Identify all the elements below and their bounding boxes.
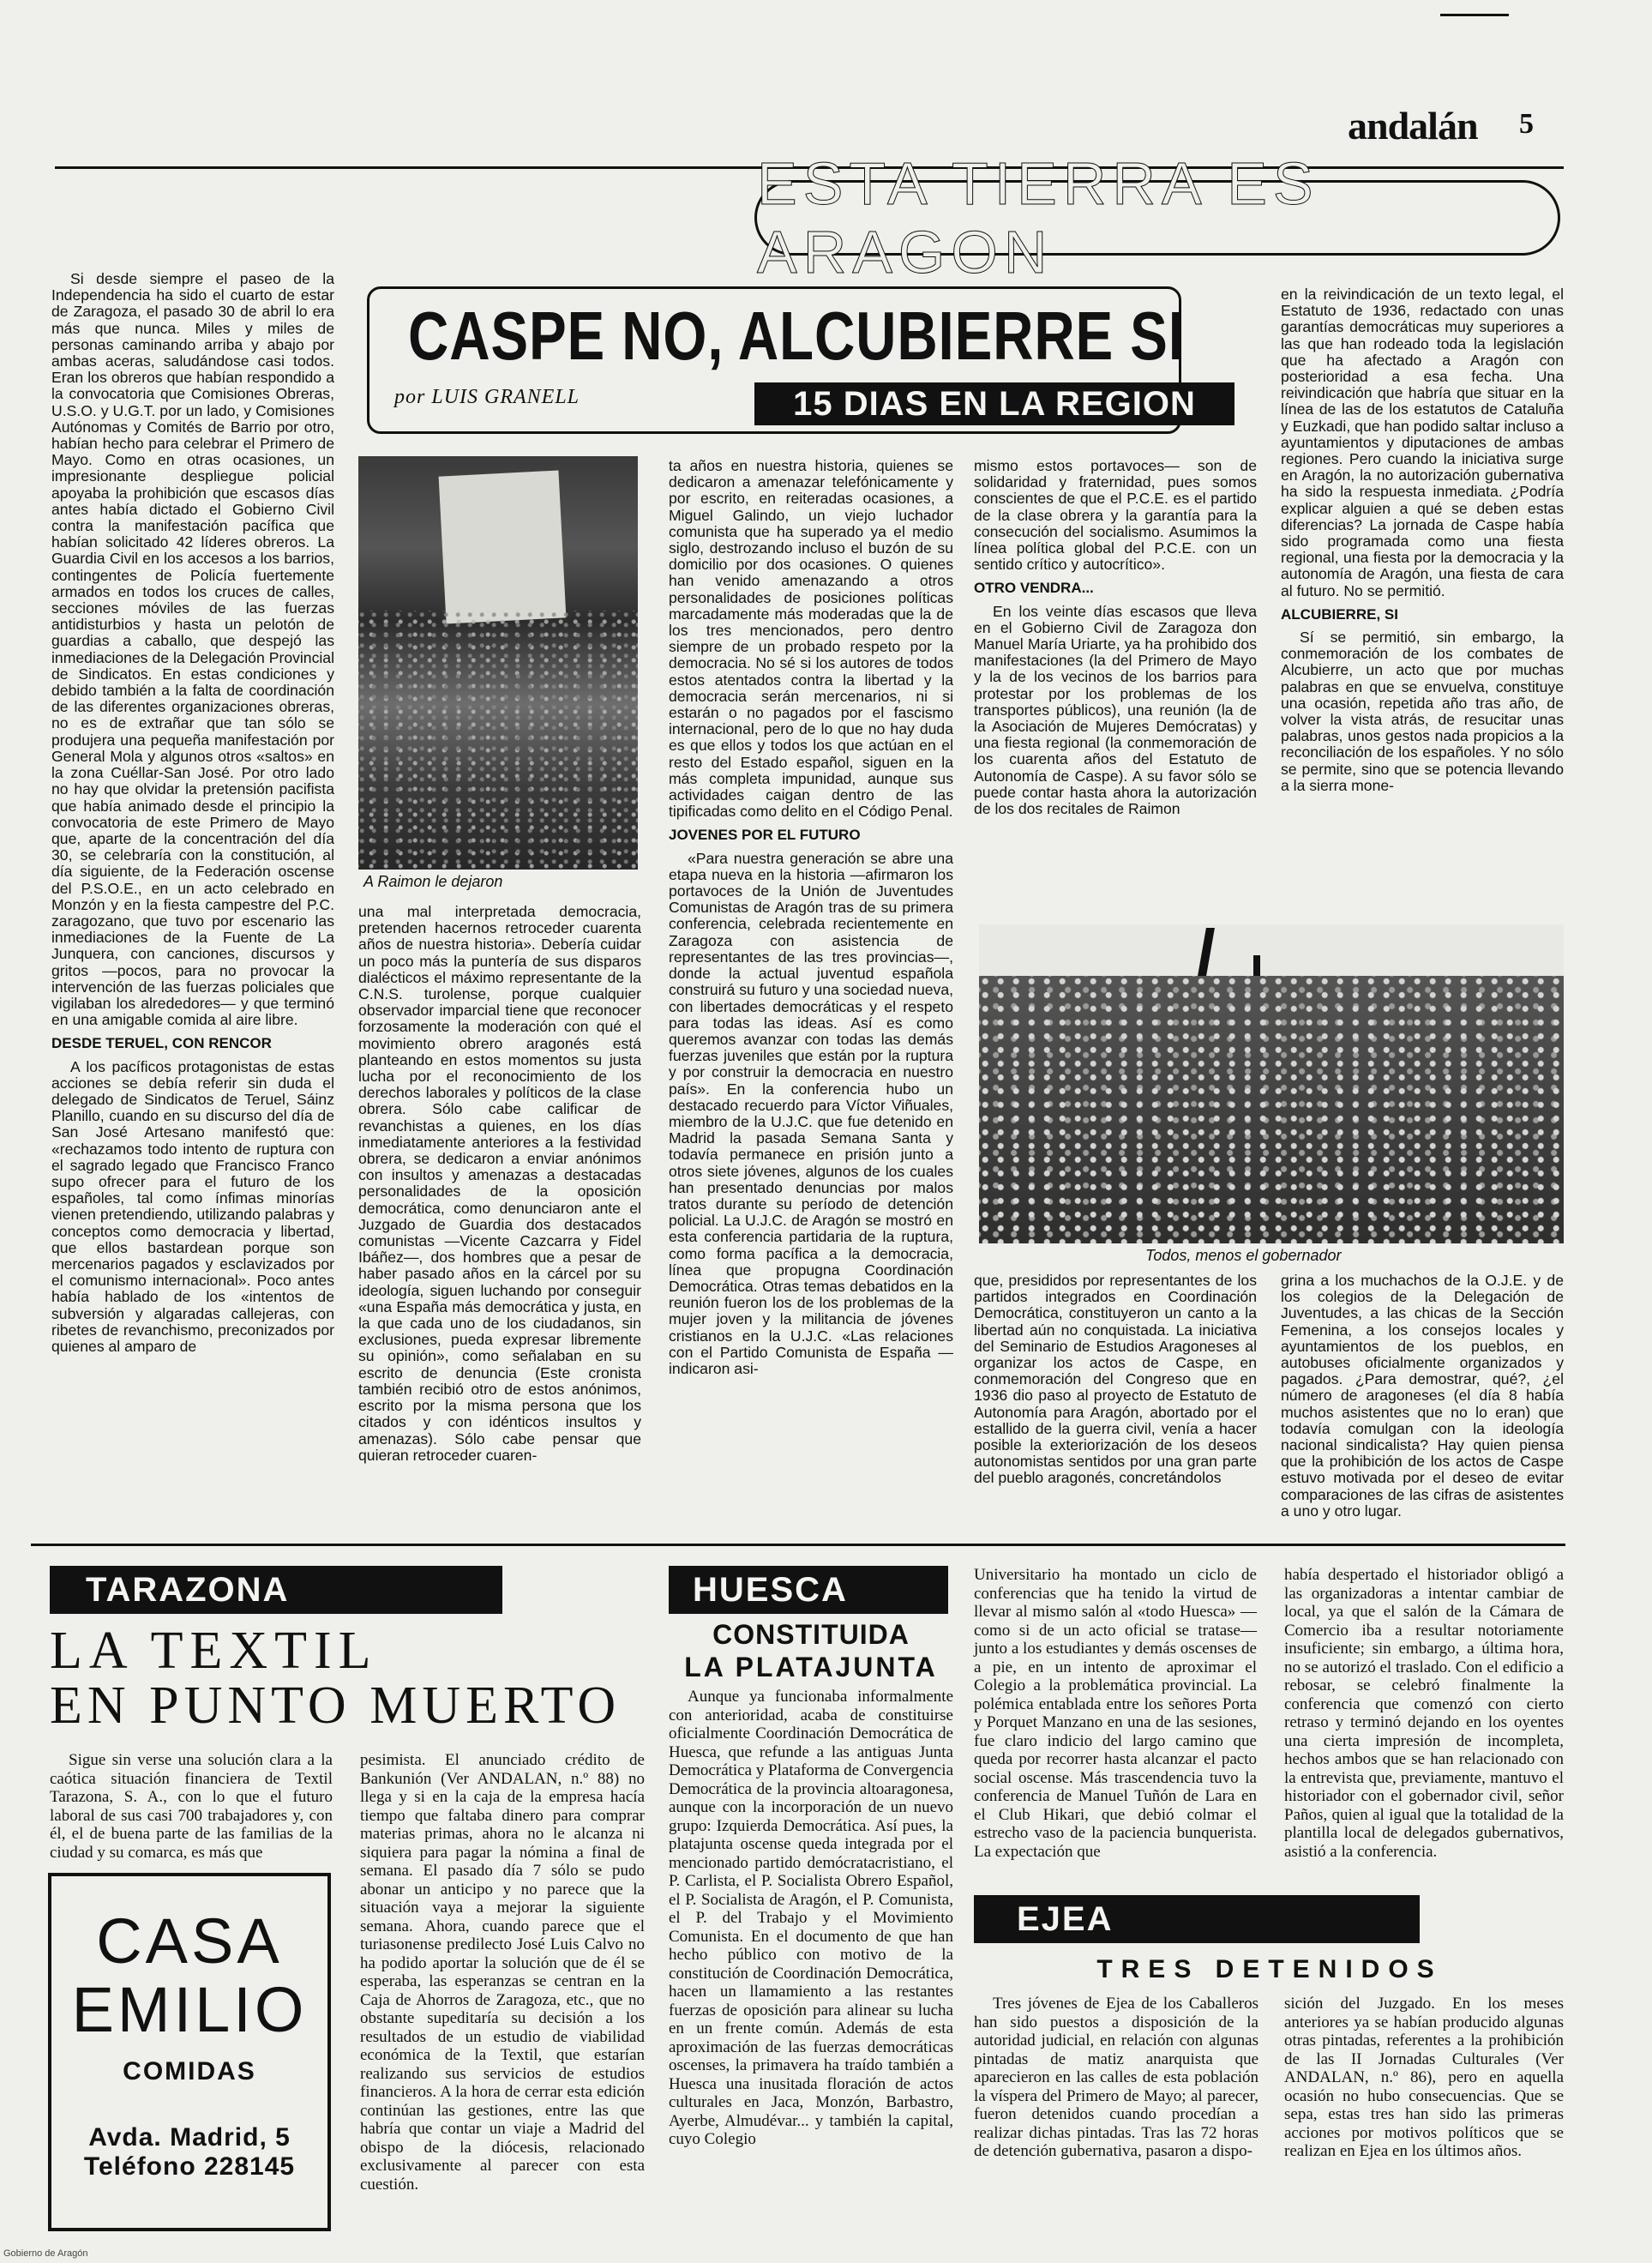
- ad-line4: Avda. Madrid, 5: [88, 2123, 291, 2152]
- lead-headline: CASPE NO, ALCUBIERRE SI: [408, 298, 1185, 374]
- lead-column-3: [669, 457, 953, 1377]
- huesca-column-1: [669, 1688, 953, 2242]
- photo-crowd-salute: [979, 924, 1564, 1243]
- lead-col4c-text: que, presididos por representantes de los partidos integrados en Coordinación Democrática, constituyeron un canto a la libertad aún no conquistada. La iniciativa del Seminario de Estudios Aragoneses al organizar los actos de Caspe, en conmemoración del Congreso que en 1936 dio paso al proyecto de Estatuto de Autonomía para Aragón, abortado por el estallido de la guerra civil, venía a hacer posible la exteriorización de los deseos autonomistas sentidos por una gran parte del pueblo aragonés, concretándolos: [974, 1272, 1257, 1487]
- tarazona-col1-text: Sigue sin verse una solución clara a la caótica situación financiera de Textil Tarazona, S. A., con lo que el futuro laboral de sus casi 700 trabajadores y, con él, el de buena parte de las familias de la ciudad y su comarca, es más que: [50, 1751, 333, 1862]
- lead-column-1: [51, 270, 334, 1355]
- ad-line2: EMILIO: [71, 1974, 308, 2045]
- huesca-col1-text: Aunque ya funcionaba informalmente con anterioridad, acaba de constituirse oficialmente Coordinación Democrática de Huesca, que refunde a las antiguas Junta Democrática y Plataforma de Convergencia Democrática de la provincia altoaragonesa, aunque con la incorporación de un nuevo grupo: Izquierda Democrática. Así pues, la platajunta oscense queda integrada por el mencionado partido demócratacristiano, el P. Carlista, el P. Socialista Obrero Español, el P. Socialista de Aragón, el P. Comunista, el P. del Trabajo y el Movimiento Comunista. En el documento de que han hecho público con motivo de la constitución de Coordinación Democrática, hacen un llamamiento a las restantes fuerzas de oposición para alinear su lucha en un frente común. Además de esta aproximación de las fuerzas democráticas oscenses, la primavera ha traído también a Huesca una inusitada floración de actos culturales en Jaca, Monzón, Barbastro, Ayerbe, Almudévar... y también la capital, cuyo Colegio: [669, 1688, 954, 2148]
- huesca-label: HUESCA: [669, 1566, 948, 1614]
- huesca-column-2: [974, 1566, 1257, 1892]
- ad-casa-emilio: [48, 1873, 331, 2231]
- ejea-col2-text: sición del Juzgado. En los meses anteriores ya se habían producido algunas otras pintadas, referentes a la prohibición de las II Jornadas Culturales (Ver ANDALAN, n.º 86), pero en aquella ocasión no hubo consecuencias. Que se sepa, estas tres han sido las primeras acciones por motivos políticos que se realizan en Ejea en los últimos años.: [1284, 1995, 1564, 2160]
- lead-column-4-bottom: [974, 1273, 1257, 1528]
- tarazona-label: TARAZONA: [50, 1566, 502, 1614]
- huesca-col3-text: había despertado el historiador obligó a las organizadoras a intentar cambiar de local, ya que el salón de la Cámara de Comercio iba a resultar notoriamente insuficiente; sin embargo, a última hora, no se autorizó el traslado. Con el edificio a rebosar, se celebró finalmente la conferencia que comenzó con cierto retraso y terminó dejando en los oyentes una cierta impresión de incompleta, hechos ambos que se han relacionado con la entrevista que, previamente, mantuvo el historiador con el gobernador civil, señor Paños, quien al igual que la totalidad de la plantilla local de delegados gubernativos, asistió a la conferencia.: [1284, 1566, 1564, 1861]
- ad-line3: COMIDAS: [123, 2057, 256, 2085]
- tarazona-column-1: [50, 1751, 333, 1862]
- lead-byline: por LUIS GRANELL: [394, 386, 580, 408]
- subhead-jovenes: JOVENES POR EL FUTURO: [669, 827, 861, 844]
- lead-col3b-text: «Para nuestra generación se abre una etapa nueva en la historia —afirmaron los portavoces de la Unión de Juventudes Comunistas de Aragón tras de su primera conferencia, celebrada recientemente en Zaragoza con asistencia de representantes de las tres provincias—, donde la actual juventud española construirá su futuro y una sociedad nueva, con libertades democráticas y el respeto para todas las ideas. Así es como queremos avanzar con todas las demás fuerzas juveniles que están por la ruptura y por construir la democracia en nuestro país». En la conferencia hubo un destacado recuerdo para Víctor Viñuales, miembro de la U.J.C. que fue detenido en Madrid la pasada Semana Santa y todavía permanece en prisión junto a otros siete jóvenes, algunos de los cuales han presentado denuncias por malos tratos durante su período de detención policial. La U.J.C. de Aragón se mostró en esta conferencia partidaria de la ruptura, como forma pacífica a la democracia, línea que propugna Coordinación Democrática. Otras temas debatidos en la reunión fueron los de los problemas de la mujer joven y la militancia de jóvenes cristianos en la U.J.C. «Las relaciones con el Partido Comunista de España —indicaron asi-: [669, 849, 953, 1377]
- masthead-brand: andalán: [1348, 104, 1478, 147]
- section-banner-text: ESTA TIERRA ES ARAGON: [757, 150, 1319, 286]
- ad-line5: Teléfono 228145: [83, 2152, 296, 2181]
- lead-column-2: [358, 903, 641, 1464]
- lead-column-5: [1281, 286, 1564, 928]
- lead-col1b-text: A los pacíficos protagonistas de estas acciones se debía referir sin duda el delegado de Sindicatos de Teruel, Sáinz Planillo, cuando en su discurso del día de San José Artesano manifestó que: «rechazamos todo intento de ruptura con el sagrado legado que Francisco Franco supo ofrecer para el futuro de los españoles, tal como ínfimas minorías vienen pretendiendo, utilizando palabras y conceptos como democracia y libertad, que ellos bastardean porque son mercenarios pagados y esclavizados por el comunismo internacional». Poco antes había hablado de los «intentos de subversión y algaradas callejeras, con ribetes de revanchismo, preconizados por quienes al amparo de: [51, 1057, 334, 1355]
- lead-col4-text: mismo estos portavoces— son de solidaridad y fraternidad, pues somos conscientes de que el P.C.E. es el partido de la clase obrera y la garantía para la consecución del socialismo. Asumimos la línea política global del P.C.E. con un sentido crítico y autocrítico».: [974, 457, 1257, 574]
- ejea-col1-text: Tres jóvenes de Ejea de los Caballeros han sido puestos a disposición de la autoridad judicial, en relación con algunas pintadas de matiz anarquista que aparecieron en las calles de esta población la víspera del Primero de Mayo; al parecer, fueron detenidos cuando procedían a realizar dichas pintadas. Tras las 72 horas de detención gubernativa, pasaron a dispo-: [974, 1995, 1259, 2160]
- lead-col5-text: en la reivindicación de un texto legal, el Estatuto de 1936, redactado con unas garantías democráticas muy superiores a las que han rodeado toda la legislación que ha afectado a Aragón con posterioridad a esa fecha. Una reivindicación que habría que situar en la línea de las de los estatutos de Cataluña y Euzkadi, que han podido saltar incluso a ayuntamientos y diputaciones de ambas regiones. Pero cuando la iniciativa surge en Aragón, la no autorización gubernativa ha sido la respuesta inmediata. ¿Podría explicar alguien a qué se deben estas diferencias? La jornada de Caspe había sido programada como una fiesta regional, una fiesta por la democracia y la autonomía de Aragón, una fiesta de cara al futuro. No se permitió.: [1281, 286, 1564, 599]
- lead-column-5-bottom: [1281, 1273, 1564, 1528]
- huesca-headline-2: LA PLATAJUNTA: [684, 1652, 938, 1682]
- page-number: 5: [1519, 108, 1534, 140]
- lead-col4b-text: En los veinte días escasos que lleva en el Gobierno Civil de Zaragoza don Manuel María Uriarte, ya ha prohibido dos manifestaciones (la del Primero de Mayo y la de los vecinos de los barrios para protestar por los problemas de los transportes públicos), una reunión (la de la Asociación de Mujeres Demócratas) y una fiesta regional (la conmemoración de los cuarenta años del Estatuto de Autonomía de Caspe). A su favor sólo se puede contar hasta ahora la autorización de los dos recitales de Raimon: [974, 602, 1257, 818]
- section-banner: [754, 150, 1560, 286]
- tarazona-headline-2: EN PUNTO MUERTO: [50, 1676, 622, 1735]
- huesca-headline-1: CONSTITUIDA: [712, 1619, 910, 1650]
- photo1-caption: A Raimon le dejaron: [363, 873, 503, 890]
- lead-column-1-cont: [51, 1199, 334, 1528]
- subhead-desde-teruel: DESDE TERUEL, CON RENCOR: [51, 1035, 272, 1052]
- ejea-label: EJEA: [974, 1895, 1420, 1943]
- tarazona-col2-text: pesimista. El anunciado crédito de Bankunión (Ver ANDALAN, n.º 88) no llega y si en la caja de la empresa hacía tiempo que faltaba dinero para comprar materias primas, ahora no le alcanza ni siquiera para pagar la nómina a final de semana. El pasado día 7 sólo se pudo abonar un anticipo y no parece que la situación vaya a mejorar la siguiente semana. Ahora, cuando parece que el turiasonense predilecto José Luis Calvo no ha podido aportar la solución que de él se esperaba, las esperanzas se centran en la Caja de Ahorros de Zaragoza, etc., que no obstante supeditaría su decisión a los resultados de un estudio de viabilidad económica de la Textil, que estarían realizando sus servicios de estudios financieros. A la hora de cerrar esta edición continúan las gestiones, entre las que habría que contar un viaje a Madrid del obispo de la diócesis, relacionado exclusivamente al parecer con esta cuestión.: [360, 1751, 645, 2194]
- ejea-column-2: [1284, 1995, 1564, 2243]
- photo2-caption: Todos, menos el gobernador: [1145, 1247, 1342, 1264]
- lead-col2-text: una mal interpretada democracia, pretenden hacernos retroceder cuarenta años de nuestra historia». Debería cuidar un poco más la puntería de sus disparos dialécticos el máximo representante de la C.N.S. turolense, porque cualquier observador imparcial tiene que reconocer forzosamente la moderación con qué el movimiento obrero aragonés está planteando en estos momentos su justa lucha por el reconocimiento de los derechos laborales y políticos de la clase obrera. Sólo cabe calificar de revanchistas a quienes, en los días inmediatamente anteriores a la festividad obrera, se dedicaron a enviar anónimos con insultos y amenazas a destacadas personalidades de la oposición democrática, como denunciaron ante el Juzgado de Guardia dos destacados comunistas —Vicente Cazcarra y Fidel Ibáñez—, dos hombres que a pesar de haber pasado años en la cárcel por su ideología, siguen luchando por conseguir «una España más democrática y justa, en la que cada uno de los ciudadanos, sin exclusiones, pueda expresar libremente su opinión», como señalaban en su escrito de denuncia (Este cronista también recibió otro de estos anónimos, escrito por la misma persona que los citados y con idénticos insultos y amenazas). Sólo cabe pensar que quieran retroceder cuaren-: [358, 903, 641, 1464]
- tarazona-column-2: [360, 1751, 645, 2240]
- photo-raimon-concert: [358, 456, 638, 870]
- lead-column-4: [974, 458, 1257, 925]
- subhead-otro-vendra: OTRO VENDRA...: [974, 580, 1094, 597]
- subhead-alcubierre: ALCUBIERRE, SI: [1281, 605, 1398, 623]
- ejea-column-1: [974, 1995, 1259, 2243]
- lead-col1-text: Si desde siempre el paseo de la Independencia ha sido el cuarto de estar de Zaragoza, el pasado 30 de abril lo era más que nunca. Miles y miles de personas caminando arriba y abajo por ambas aceras, saludándose casi todos. Eran los obreros que habían respondido a la convocatoria que Comisiones Obreras, U.S.O. y U.G.T. por un lado, y Comisiones Autónomas y Comités de Barrio por otro, habían hecho para celebrar el Primero de Mayo. Como en otras ocasiones, un impresionante despliegue policial apoyaba la prohibición que escasos días antes había dictado el Gobierno Civil contra la manifestación pacífica que habían solicitado 42 líderes obreros. La Guardia Civil en los accesos a los barrios, contingentes de Policía fuertemente armados en todos los cruces de calles, secciones móviles de las fuerzas antidisturbios y hasta un pelotón de guardias a caballo, que despejó las inmediaciones de la Delegación Provincial de Sindicatos. En estas condiciones y debido también a la falta de coordinación de las diferentes organizaciones obreras, no es de extrañar que tan sólo se produjera una pequeña manifestación por General Mola y algunos otros «saltos» en la zona Cuéllar-San José. Por otro lado no hay que olvidar la pretensión pacifista que había animado desde el principio la convocatoria de este Primero de Mayo que, aparte de la concentración del día 30, se celebraría con la constitución, al día siguiente, de la Federación oscense del P.S.O.E., en un acto celebrado en Monzón y en la fiesta campestre del P.C. zaragozano, que tuvo por escenario las inmediaciones de la Fuente de La Junquera, con canciones, discursos y gritos —pocos, para no provocar la intervención de las fuerzas policiales que vigilaban los alrededores— y que terminó en una amigable comida al aire libre.: [51, 270, 334, 1029]
- ejea-headline: TRES DETENIDOS: [1096, 1955, 1443, 1983]
- lead-kicker: 15 DIAS EN LA REGION: [754, 382, 1234, 425]
- lead-col3-text: ta años en nuestra historia, quienes se dedicaron a amenazar telefónicamente y por escrito, en reiteradas ocasiones, a Miguel Galindo, un viejo luchador comunista que ha superado ya el medio siglo, destrozando incluso el buzón de su domicilio por dos ocasiones. O quienes han venido amenazando a otros personalidades de posiciones políticas marcadamente más moderadas que la de los tres mencionados, pero dentro siempre de un probado respeto por la democracia. No sé si los autores de todos estos atentados contra la libertad y la democracia serán mercenarios, ni si estarán o no pagados por el fascismo internacional, pero de lo que no hay duda es que ellos y todos los que actúan en el resto del Estado español, siguen en la más completa impunidad, aunque sus actividades caigan dentro de las tipificadas como delito en el Código Penal.: [669, 457, 953, 821]
- lead-col5b-text: Sí se permitió, sin embargo, la conmemoración de los combates de Alcubierre, un acto que por muchas palabras en que se envuelva, constituye una ocasión, repetida año tras año, de volver la vista atrás, de resucitar unas palabras, unos gestos nada propicios a la reconciliación de los españoles. Y no sólo se permite, sino que se potencia llevando a la sierra mone-: [1281, 629, 1564, 794]
- huesca-column-3: [1284, 1566, 1564, 1892]
- tarazona-headline-1: LA TEXTIL: [50, 1622, 378, 1680]
- ad-line1: CASA: [96, 1905, 283, 1977]
- footer-credit: Gobierno de Aragón: [3, 2248, 88, 2259]
- lead-col5c-text: grina a los muchachos de la O.J.E. y de los colegios de la Delegación de Juventudes, a las chicas de la Sección Femenina, a los consejos locales y ayuntamientos de los pueblos, en autobuses oficialmente organizados y pagados. ¿Para demostrar, qué?, ¿el número de aragoneses (el día 8 había muchos asistentes que no lo eran) que todavía comulgan con la ideología nacional sindicalista? Hay quien piensa que la prohibición de los actos de Caspe estuvo motivada por el deseo de evitar comparaciones de las cifras de asistentes a uno y otro lugar.: [1281, 1272, 1564, 1520]
- huesca-col2-text: Universitario ha montado un ciclo de conferencias que ha tenido la virtud de llevar al mismo salón al «todo Huesca» —como si de un acto oficial se tratase— junto a los estudiantes y demás oscenses de a pie, en un intento de aproximar el Colegio a la problemática provincial. La polémica entablada entre los señores Porta y Porquet Manzano en una de las sesiones, fue claro indicio del largo camino que queda por recorrer hasta alcanzar el pacto social oscense. Más trascendencia tuvo la conferencia de Manuel Tuñón de Lara en el Club Hikari, que debió colmar el estrecho vaso de la paciencia bunquerista. La expectación que: [974, 1566, 1257, 1861]
